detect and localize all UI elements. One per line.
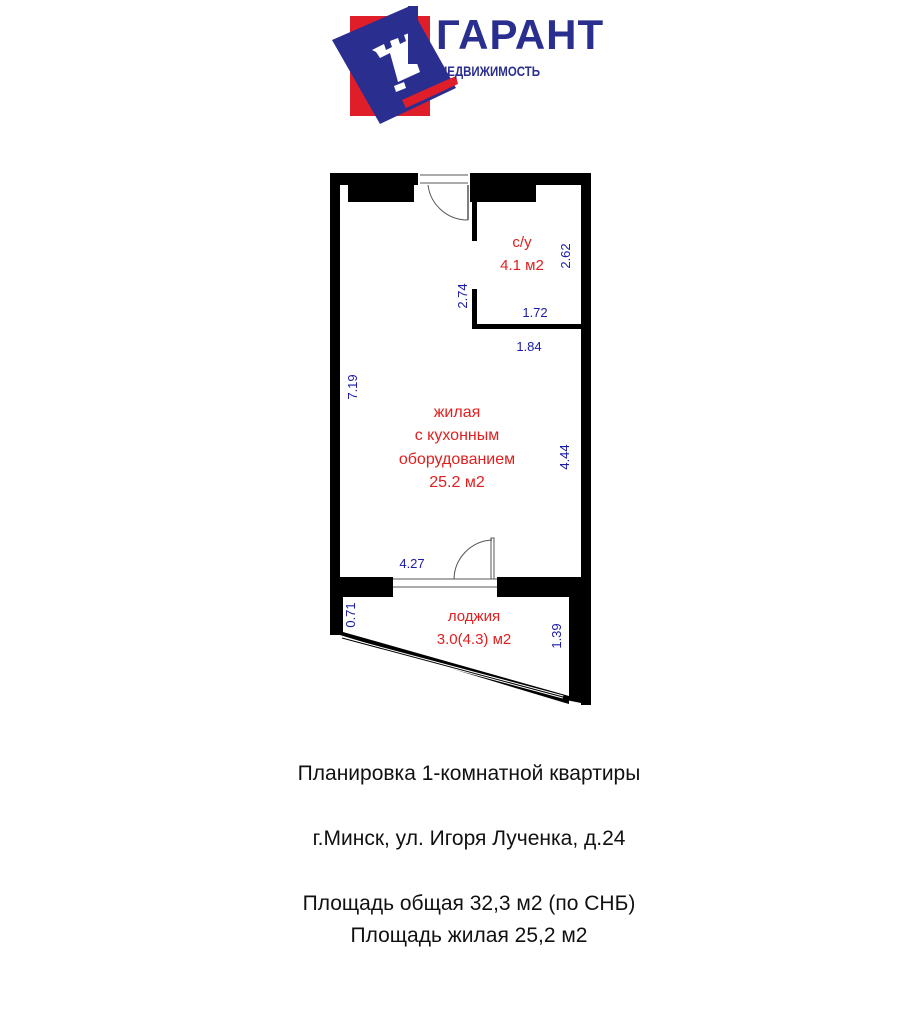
wall-column: [348, 180, 414, 202]
total-area: Площадь общая 32,3 м2 (по СНБ): [302, 892, 636, 915]
dimension-bath-width: 1.72: [522, 305, 548, 320]
dimension-room-length: 7.19: [345, 374, 360, 400]
dimension-bath-height: 2.62: [558, 243, 573, 269]
loggia-name: лоджия: [447, 608, 501, 625]
living-room-label-line3: оборудованием: [398, 451, 516, 468]
wall-column: [470, 180, 536, 202]
dimension-bath-outer-width: 1.84: [516, 339, 542, 354]
plan-title: Планировка 1-комнатной квартиры: [297, 762, 641, 785]
living-room-area: 25.2 м2: [429, 474, 485, 491]
dimension-room-width: 4.27: [399, 556, 425, 571]
dimension-loggia-right: 1.39: [549, 623, 564, 649]
living-room-label-line1: жилая: [433, 404, 481, 421]
left-wall: [330, 173, 340, 635]
entrance-door-icon: [428, 185, 468, 220]
brand-name: ГАРАНТ: [436, 11, 605, 58]
bathroom-area: 4.1 м2: [500, 257, 544, 274]
living-room-label-line2: с кухонным: [414, 427, 500, 444]
address: г.Минск, ул. Игоря Лученка, д.24: [312, 827, 626, 850]
bathroom-wall: [472, 324, 584, 329]
balcony-door-icon: [454, 538, 494, 579]
dimension-loggia-left: 0.71: [343, 602, 358, 628]
loggia-right-wall: [566, 597, 591, 705]
bottom-wall-left: [335, 577, 393, 597]
bathroom-wall: [472, 185, 477, 241]
loggia-area: 3.0(4.3) м2: [436, 631, 512, 648]
bottom-wall-right: [497, 577, 591, 597]
brand-subtitle: НЕДВИЖИМОСТЬ: [439, 63, 541, 79]
bathroom-name: с/у: [512, 234, 532, 251]
living-area: Площадь жилая 25,2 м2: [350, 924, 588, 947]
dimension-room-right: 4.44: [557, 444, 572, 470]
dimension-bath-wall: 2.74: [455, 283, 470, 309]
bathroom-wall: [472, 289, 477, 329]
loggia-left-wall: [330, 597, 343, 635]
